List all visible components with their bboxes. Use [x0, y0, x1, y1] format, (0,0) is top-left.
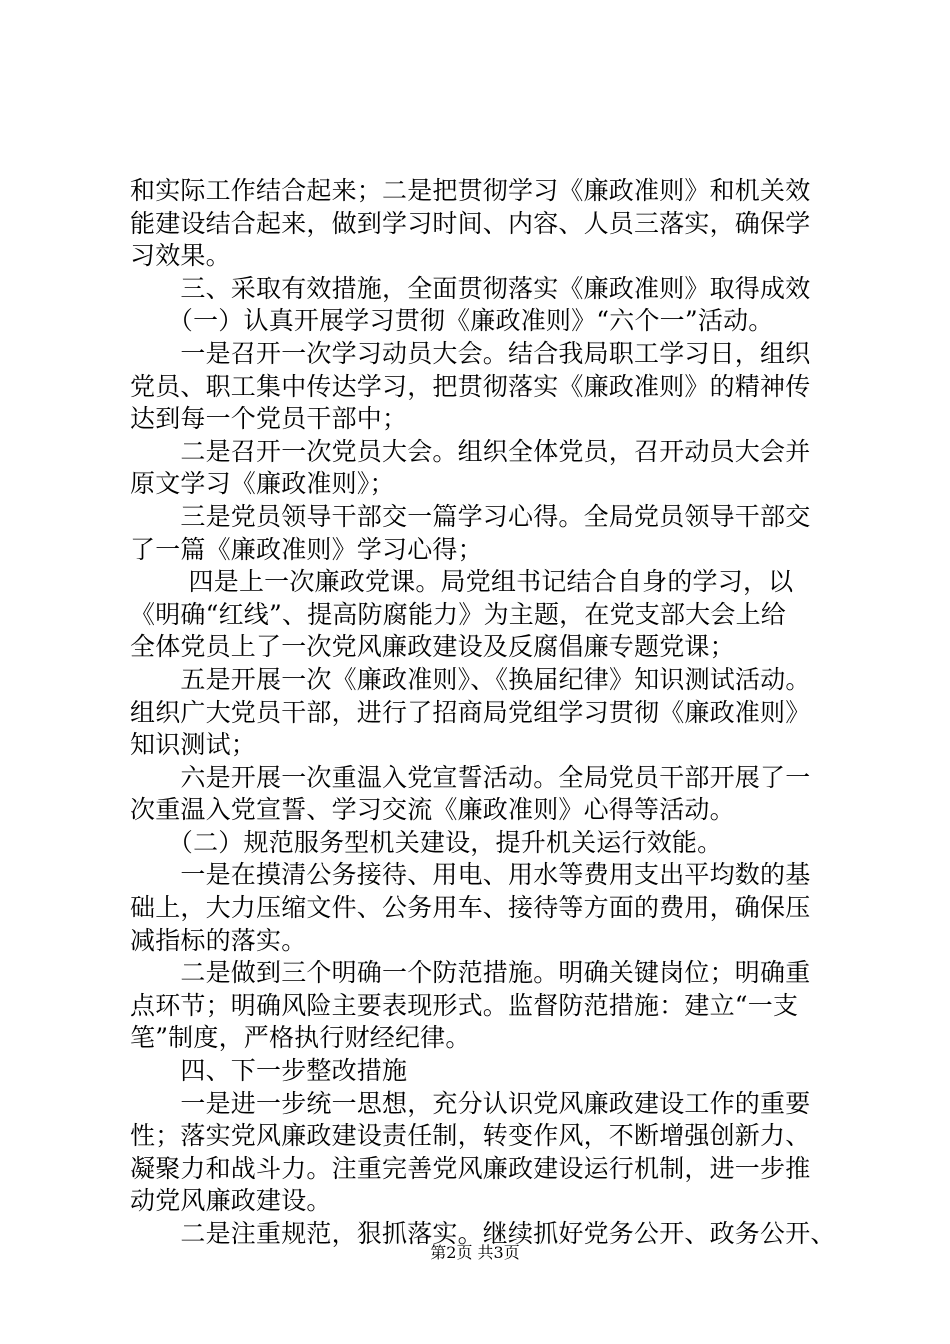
- text-line: 性；落实党风廉政建设责任制，转变作风，不断增强创新力、: [130, 1121, 811, 1151]
- text-line: 能建设结合起来，做到学习时间、内容、人员三落实，确保学: [130, 208, 811, 238]
- text-line: 原文学习《廉政准则》；: [130, 469, 395, 499]
- page-footer: 第2页 共3页: [430, 1243, 520, 1262]
- text-line: 三、采取有效措施，全面贯彻落实《廉政准则》取得成效: [130, 273, 811, 303]
- text-line: 二是召开一次党员大会。组织全体党员，召开动员大会并: [130, 436, 811, 466]
- text-line: 组织广大党员干部，进行了招商局党组学习贯彻《廉政准则》: [130, 697, 811, 727]
- text-line: 动党风廉政建设。: [130, 1186, 332, 1216]
- text-line: 点环节；明确风险主要表现形式。监督防范措施：建立“一支: [130, 990, 799, 1020]
- text-line: 了一篇《廉政准则》学习心得；: [130, 534, 483, 564]
- text-line: 六是开展一次重温入党宣誓活动。全局党员干部开展了一: [130, 762, 811, 792]
- text-line: 四、下一步整改措施: [130, 1056, 408, 1086]
- text-line: 凝聚力和战斗力。注重完善党风廉政建设运行机制，进一步推: [130, 1153, 811, 1183]
- text-line: 二是做到三个明确一个防范措施。明确关键岗位；明确重: [130, 958, 811, 988]
- text-line: 础上，大力压缩文件、公务用车、接待等方面的费用，确保压: [130, 893, 811, 923]
- text-line: 三是党员领导干部交一篇学习心得。全局党员领导干部交: [130, 501, 811, 531]
- text-line: 五是开展一次《廉政准则》、《换届纪律》知识测试活动。: [130, 664, 811, 694]
- text-line: 四是上一次廉政党课。局党组书记结合自身的学习，以: [130, 567, 794, 597]
- text-line: 知识测试；: [130, 730, 257, 760]
- text-line: 习效果。: [130, 241, 231, 271]
- document-body: [130, 175, 850, 1251]
- text-line: 《明确“红线”、提高防腐能力》为主题，在党支部大会上给: [130, 599, 786, 629]
- text-line: 达到每一个党员干部中；: [130, 404, 408, 434]
- text-line: 党员、职工集中传达学习，把贯彻落实《廉政准则》的精神传: [130, 371, 811, 401]
- text-line: 一是进一步统一思想，充分认识党风廉政建设工作的重要: [130, 1088, 811, 1118]
- text-line: 和实际工作结合起来；二是把贯彻学习《廉政准则》和机关效: [130, 176, 811, 205]
- text-line: 一是召开一次学习动员大会。结合我局职工学习日，组织: [130, 338, 811, 368]
- text-line: 笔”制度，严格执行财经纪律。: [130, 1023, 471, 1053]
- text-line: 二是注重规范，狠抓落实。继续抓好党务公开、政务公开、: [130, 1219, 836, 1248]
- text-line: 全体党员上了一次党风廉政建设及反腐倡廉专题党课；: [130, 632, 735, 662]
- text-line: 减指标的落实。: [130, 925, 307, 955]
- text-line: （一）认真开展学习贯彻《廉政准则》“六个一”活动。: [130, 306, 774, 336]
- text-line: 次重温入党宣誓、学习交流《廉政准则》心得等活动。: [130, 795, 735, 825]
- text-line: 一是在摸清公务接待、用电、用水等费用支出平均数的基: [130, 860, 811, 890]
- text-line: （二）规范服务型机关建设，提升机关运行效能。: [130, 827, 723, 857]
